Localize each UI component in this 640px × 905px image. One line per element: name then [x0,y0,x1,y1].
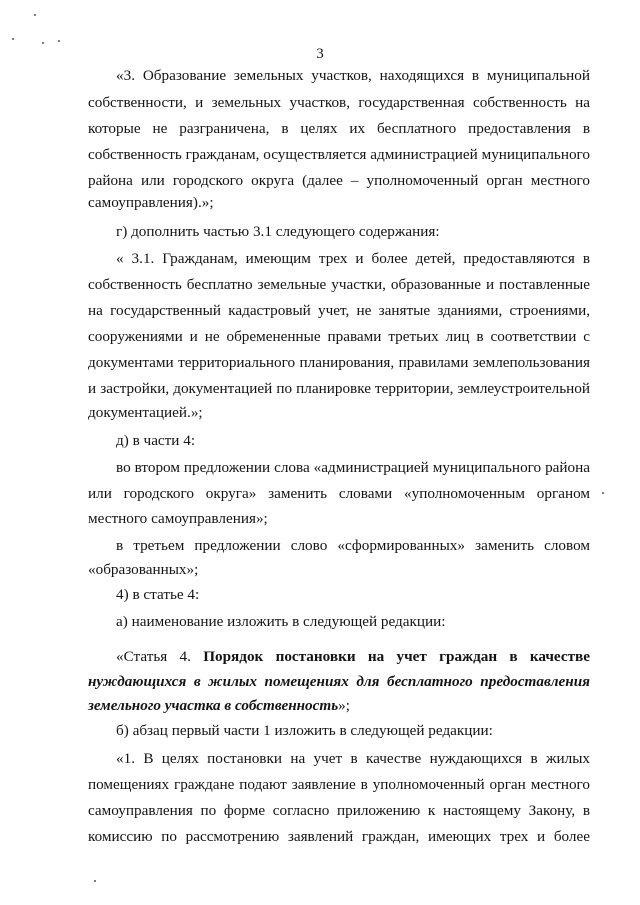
text-line: б) абзац первый части 1 изложить в следующей редакции: [116,722,493,739]
text-line: или городского округа» заменить словами «уполномоченным органом [88,485,590,502]
text-line: в третьем предложении слово «сформированных» заменить словом [116,537,590,554]
scan-speck [42,42,44,44]
text-line: документами территориального планирования, правилами землепользования [88,354,590,371]
text-line: самоуправления по форме согласно приложению к настоящему Закону, в [88,802,590,819]
text-line: «образованных»; [88,561,199,578]
text-line: собственности, и земельных участков, государственная собственность на [88,94,590,111]
text-line: а) наименование изложить в следующей редакции: [116,613,446,630]
text-line: помещениях граждане подают заявление в уполномоченный орган местного [88,776,590,793]
scan-speck [12,38,14,40]
article-title-end: земельного участка в собственность [88,697,339,714]
text-line: г) дополнить частью 3.1 следующего содержания: [116,223,440,240]
text-line: района или городского округа (далее – уполномоченный орган местного [88,172,590,189]
text-line: 4) в статье 4: [116,586,200,603]
text-line: д) в части 4: [116,432,196,449]
text-line: « 3.1. Гражданам, имеющим трех и более детей, предоставляются в [116,250,590,267]
article-title-line [88,697,590,715]
scan-speck [34,14,36,16]
text-line: комиссию по рассмотрению заявлений граждан, имеющих трех и более [88,828,590,845]
text-line: собственность бесплатно земельные участки, образованные и поставленные [88,276,590,293]
article-title: Порядок постановки на учет граждан в качестве [203,648,590,665]
text-line: во втором предложении слова «администрацией муниципального района [116,459,590,476]
text-line: «3. Образование земельных участков, находящихся в муниципальной [116,67,590,84]
text-line: собственность гражданам, осуществляется администрацией муниципального [88,146,590,163]
article-heading-line [116,648,590,666]
text-line: самоуправления).»; [88,194,214,211]
scan-speck [58,40,60,42]
text-line: которые не разграничена, в целях их бесплатного предоставления в [88,120,590,137]
article-title-line: нуждающихся в жилых помещениях для бесплатного предоставления [88,673,590,690]
page-number: 3 [316,46,324,62]
scan-speck [602,492,604,494]
text-line: документацией.»; [88,404,203,421]
article-number: «Статья 4. [116,648,191,665]
text-line: «1. В целях постановки на учет в качестве нуждающихся в жилых [116,750,590,767]
closing-quote: »; [338,697,350,714]
text-line: и застройки, документацией по планировке территории, землеустроительной [88,380,590,397]
scan-speck [94,880,96,882]
text-line: на государственный кадастровый учет, не занятые зданиями, строениями, [88,302,590,319]
text-line: местного самоуправления»; [88,510,268,527]
text-line: сооружениями и не обремененные правами третьих лиц в соответствии с [88,328,590,345]
